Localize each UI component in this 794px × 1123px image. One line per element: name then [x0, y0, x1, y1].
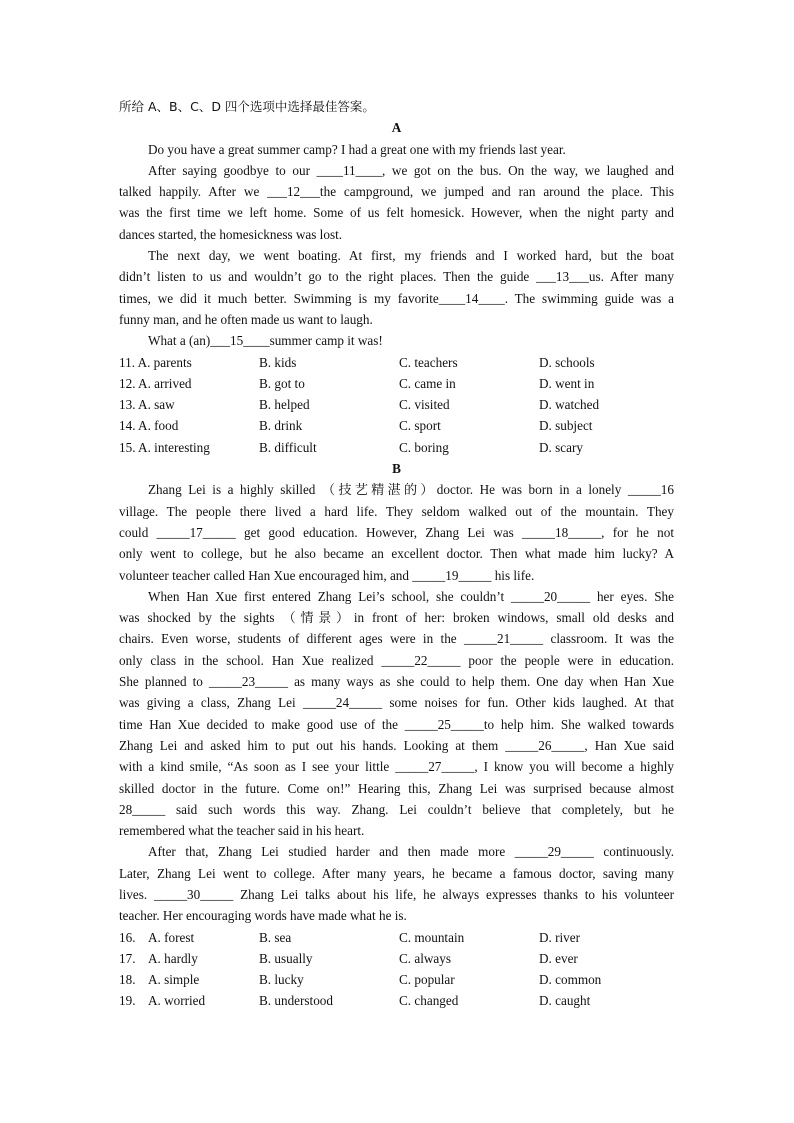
question-options [119, 927, 674, 948]
passage-b-line: chairs. Even worse, students of different ages were in the _____21_____ classroom. It was the [119, 631, 674, 647]
option-a: 11. A. parents [119, 354, 192, 370]
option-b: B. drink [259, 418, 303, 434]
option-a: A. worried [148, 993, 206, 1009]
option-d: D. scary [539, 439, 583, 455]
option-b: B. got to [259, 375, 305, 391]
question-number: 16. [119, 929, 136, 945]
passage-a-line: What a (an)___15____summer camp it was! [148, 333, 383, 349]
passage-a-line: The next day, we went boating. At first, my friends and I worked hard, but the boat [148, 248, 674, 264]
passage-b-line: 28_____ said such words this way. Zhang. Lei couldn’t believe that completely, but he [119, 801, 674, 817]
option-c: C. boring [399, 439, 449, 455]
passage-b-line: She planned to _____23_____ as many ways as she could to help them. One day when Han Xue [119, 674, 674, 690]
exam-page [119, 96, 674, 1012]
passage-a-line: After saying goodbye to our ____11____, we got on the bus. On the way, we laughed and [148, 162, 674, 178]
passage-b-line: was giving a class, Zhang Lei _____24_____ some noises for fun. Other kids laughed. At that [119, 695, 674, 711]
section-a-heading: A [391, 120, 402, 136]
option-d: D. ever [539, 950, 578, 966]
option-a: 14. A. food [119, 418, 179, 434]
question-options [119, 394, 674, 415]
option-a: 13. A. saw [119, 397, 175, 413]
option-a: A. forest [148, 929, 195, 945]
question-options [119, 969, 674, 990]
question-options [119, 990, 674, 1011]
question-number: 19. [119, 993, 136, 1009]
option-c: C. visited [399, 397, 450, 413]
question-options [119, 948, 674, 969]
option-b: B. difficult [259, 439, 317, 455]
option-d: D. watched [539, 397, 600, 413]
option-a: A. hardly [148, 950, 198, 966]
option-c: C. mountain [399, 929, 465, 945]
passage-a-line: Do you have a great summer camp? I had a great one with my friends last year. [148, 141, 566, 157]
passage-b-line: volunteer teacher called Han Xue encouraged him, and _____19_____ his life. [119, 567, 535, 583]
option-d: D. went in [539, 375, 595, 391]
passage-b-line: Zhang Lei is a highly skilled （技艺精湛的）doctor. He was born in a lonely _____16 [148, 482, 674, 498]
passage-a-line: was the first time we left home. Some of us felt homesick. However, when the night party and [119, 205, 674, 221]
option-c: C. came in [399, 375, 456, 391]
option-c: C. changed [399, 993, 459, 1009]
option-b: B. kids [259, 354, 297, 370]
passage-b-line: remembered what the teacher said in his heart. [119, 823, 365, 839]
option-c: C. popular [399, 972, 455, 988]
passage-a-line: talked happily. After we ___12___the campground, we jumped and ran around the place. This [119, 184, 674, 200]
passage-a-line: times, we did it much better. Swimming is my favorite____14____. The swimming guide was a [119, 290, 674, 306]
section-b-heading: B [392, 461, 401, 477]
question-options [119, 352, 674, 373]
question-options [119, 437, 674, 458]
option-b: B. sea [259, 929, 292, 945]
option-d: D. common [539, 972, 602, 988]
option-d: D. caught [539, 993, 591, 1009]
passage-b-line: with a kind smile, “As soon as I see your little _____27_____, I know you will become a highly [119, 759, 674, 775]
question-number: 17. [119, 950, 136, 966]
option-c: C. sport [399, 418, 441, 434]
passage-b-line: Zhang Lei and asked him to put out his hands. Looking at them _____26_____, Han Xue said [119, 737, 674, 753]
passage-b-line: When Han Xue first entered Zhang Lei’s school, she couldn’t _____20_____ her eyes. She [148, 588, 674, 604]
passage-a-line: didn’t listen to us and wouldn’t go to the right places. Then the guide ___13___us. After many [119, 269, 674, 285]
passage-b-line: was shocked by the sights （情景）in front of her: broken windows, small old desks and [119, 610, 674, 626]
question-number: 18. [119, 972, 136, 988]
option-b: B. understood [259, 993, 333, 1009]
passage-b-line: teacher. Her encouraging words have made what he is. [119, 908, 407, 924]
option-d: D. schools [539, 354, 595, 370]
passage-b-line: only went to college, but he also became an excellent doctor. Then what made him lucky? A [119, 546, 674, 562]
option-a: 15. A. interesting [119, 439, 210, 455]
option-a: 12. A. arrived [119, 375, 192, 391]
passage-b-line: After that, Zhang Lei studied harder and then made more _____29_____ continuously. [148, 844, 674, 860]
option-b: B. lucky [259, 972, 304, 988]
option-a: A. simple [148, 972, 200, 988]
passage-a-line: funny man, and he often made us want to laugh. [119, 311, 373, 327]
option-c: C. teachers [399, 354, 458, 370]
question-options [119, 373, 674, 394]
passage-b-line: only class in the school. Han Xue realized _____22_____ poor the people were in education. [119, 652, 674, 668]
passage-b-line: time Han Xue decided to make good use of the _____25_____to help him. She walked towards [119, 716, 674, 732]
option-b: B. usually [259, 950, 313, 966]
instruction: 所给 A、B、C、D 四个选项中选择最佳答案。 [119, 99, 375, 114]
passage-b-line: could _____17_____ get good education. However, Zhang Lei was _____18_____, for he not [119, 524, 674, 540]
option-c: C. always [399, 950, 452, 966]
option-d: D. subject [539, 418, 593, 434]
passage-b-line: village. The people there lived a hard life. They seldom walked out of the mountain. They [119, 503, 674, 519]
passage-b-line: lives. _____30_____ Zhang Lei talks about his life, he always expresses thanks to his volunteer [119, 886, 674, 902]
option-d: D. river [539, 929, 581, 945]
question-options [119, 415, 674, 436]
passage-a-line: dances started, the homesickness was lost. [119, 226, 343, 242]
option-b: B. helped [259, 397, 310, 413]
passage-b-line: Later, Zhang Lei went to college. After many years, he became a famous doctor, saving many [119, 865, 674, 881]
passage-b-line: skilled doctor in the future. Come on!” Hearing this, Zhang Lei was surprised because almost [119, 780, 674, 796]
